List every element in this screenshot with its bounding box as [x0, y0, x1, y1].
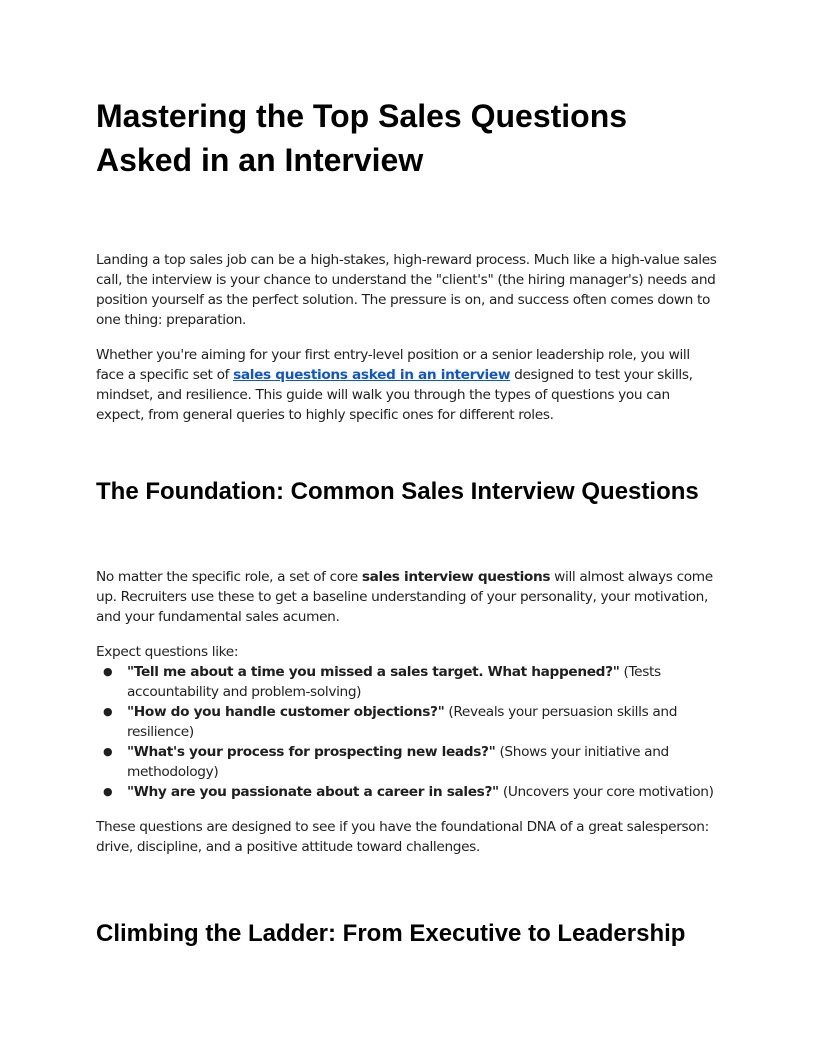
foundation-paragraph-1-bold: sales interview questions	[361, 569, 551, 585]
question-list	[96, 662, 720, 802]
sales-questions-link[interactable]: sales questions asked in an interview	[233, 367, 511, 383]
section-heading-foundation: The Foundation: Common Sales Interview Questions	[96, 478, 699, 505]
intro-paragraph-1: Landing a top sales job can be a high-stakes, high-reward process. Much like a high-value sales call, the interview is your chance to understand the "client's" (the hiring manager's) needs and position yourself as the perfect solution. The pressure is on, and success often comes down to one thing: preparation.	[96, 252, 717, 328]
question-list-item	[96, 662, 720, 702]
question-list-item	[96, 782, 720, 802]
foundation-paragraph-3: These questions are designed to see if you have the foundational DNA of a great salesperson: drive, discipline, and a positive attitude toward challenges.	[96, 819, 709, 855]
intro-paragraph-2	[96, 345, 720, 425]
question-text: "Tell me about a time you missed a sales target. What happened?"	[127, 664, 620, 680]
foundation-paragraph-1	[96, 567, 720, 627]
question-note: (Reveals your persuasion skills and resilience)	[127, 704, 678, 740]
intro-paragraph-2-text-end: designed to test your skills, mindset, and resilience. This guide will walk you through the types of questions you can expect, from general queries to highly specific ones for different roles.	[96, 367, 693, 423]
foundation-paragraph-1-text-start: No matter the specific role, a set of core	[96, 569, 362, 585]
section-heading-leadership: Climbing the Ladder: From Executive to Leadership	[96, 920, 686, 947]
foundation-paragraph-1-text-end: will almost always come up. Recruiters use these to get a baseline understanding of your personality, your motivation, and your fundamental sales acumen.	[96, 569, 713, 625]
question-text: "Why are you passionate about a career in sales?"	[127, 784, 499, 800]
intro-paragraph-2-text-start: Whether you're aiming for your first entry-level position or a senior leadership role, you will face a specific set of	[96, 347, 690, 383]
question-note: (Uncovers your core motivation)	[498, 784, 714, 800]
question-text: "What's your process for prospecting new leads?"	[127, 744, 496, 760]
foundation-paragraph-2: Expect questions like:	[96, 644, 239, 660]
question-text: "How do you handle customer objections?"	[127, 704, 445, 720]
question-note: (Tests accountability and problem-solving)	[127, 664, 661, 700]
question-list-item	[96, 702, 720, 742]
question-note: (Shows your initiative and methodology)	[127, 744, 669, 780]
question-list-item	[96, 742, 720, 782]
document-title: Mastering the Top Sales Questions Asked in an Interview	[96, 98, 628, 178]
